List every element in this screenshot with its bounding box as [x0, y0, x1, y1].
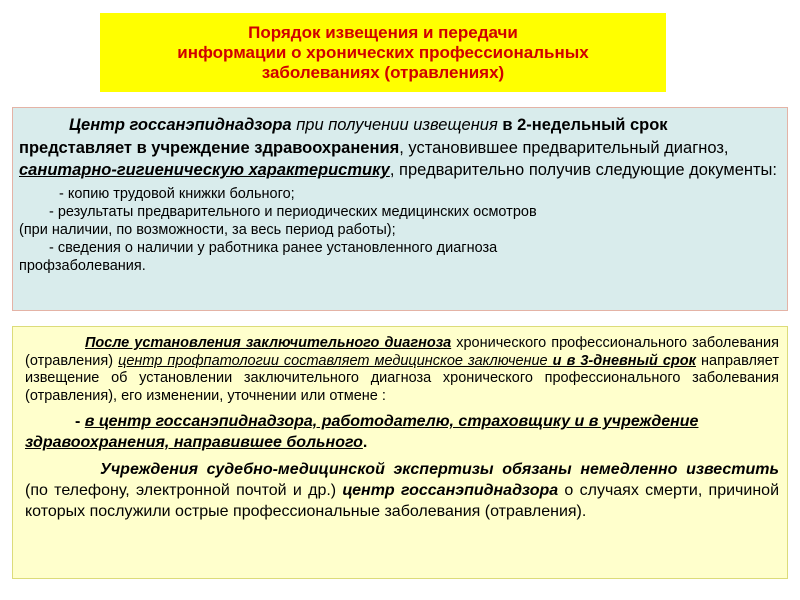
- recipients-period: .: [362, 434, 368, 451]
- final-diagnosis-panel: [12, 326, 788, 579]
- forensic-text: о случаях смерти, причиной которых послужили острые профессиональные заболевания (отравления).: [25, 482, 780, 520]
- forensic-duty: Учреждения судебно-медицинской экспертизы обязаны немедленно известить: [100, 461, 779, 478]
- recipients-dash: -: [75, 413, 85, 430]
- forensic-center: центр госсанэпиднадзора: [342, 482, 559, 499]
- recipients-list: в центр госсанэпиднадзора, работодателю, страховщику и в учреждение здравоохранения, направившее больного: [25, 413, 699, 451]
- center-text-1: при получении извещения: [291, 116, 503, 134]
- final-diagnosis-heading: После установления заключительного диагноза: [85, 335, 452, 351]
- title-line-3: заболеваниях (отравлениях): [261, 62, 505, 82]
- final-diagnosis-text-1: хронического профессионального заболевания (отравления): [25, 335, 780, 369]
- center-text-3: , предварительно получив следующие документы:: [389, 161, 778, 179]
- center-name: Центр госсанэпиднадзора: [69, 116, 292, 134]
- list-item-continuation: профзаболевания.: [19, 257, 146, 274]
- center-characteristic: санитарно-гигиеническую характеристику: [19, 161, 390, 179]
- documents-list: [19, 185, 779, 275]
- recipients-paragraph: [25, 411, 779, 453]
- list-item-continuation: (при наличии, по возможности, за весь период работы);: [19, 221, 396, 238]
- title-line-1: Порядок извещения и передачи: [248, 22, 518, 42]
- title-banner: [100, 13, 666, 92]
- final-diagnosis-paragraph: [25, 335, 779, 405]
- title-line-2: информации о хронических профессиональных: [177, 42, 589, 62]
- list-item: - результаты предварительного и периодических медицинских осмотров: [49, 203, 537, 220]
- center-deadline: в 2-недельный срок представляет в учреждение здравоохранения: [19, 116, 668, 157]
- center-paragraph: [19, 114, 779, 182]
- profpathology-center: центр профпатологии составляет медицинское заключение: [118, 352, 548, 369]
- center-documents-panel: [12, 107, 788, 311]
- final-diagnosis-text-2: направляет извещение об установлении заключительного диагноза хронического профессионального заболевания (отравления), его изменении, уточнении или отмене :: [25, 352, 779, 404]
- center-text-2: , установившее предварительный диагноз,: [399, 138, 729, 157]
- list-item: - копию трудовой книжки больного;: [59, 185, 295, 202]
- page-title: [177, 23, 588, 83]
- forensic-means: (по телефону, электронной почтой и др.): [25, 482, 343, 499]
- list-item: - сведения о наличии у работника ранее установленного диагноза: [49, 239, 498, 256]
- forensic-paragraph: [25, 459, 779, 522]
- three-day-deadline: и в 3-дневный срок: [547, 352, 696, 369]
